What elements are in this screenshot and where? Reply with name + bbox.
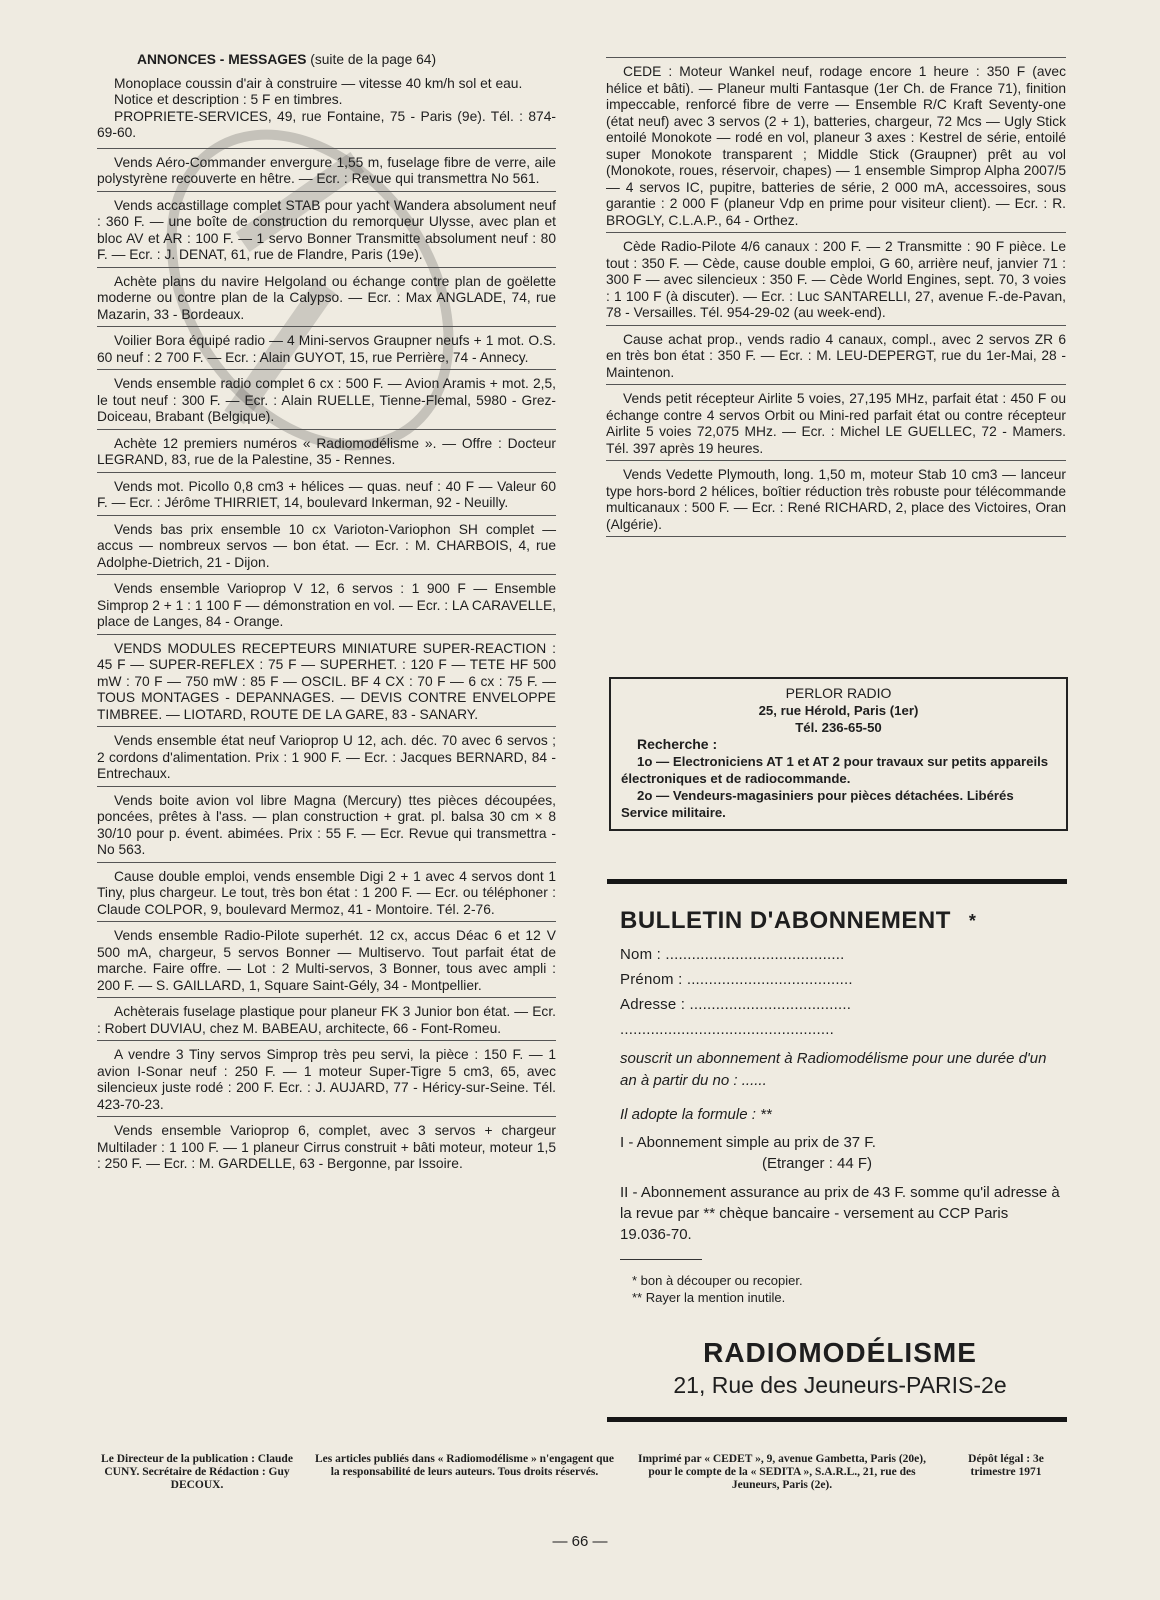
- nom-field[interactable]: Nom : .........................................: [620, 946, 845, 963]
- ad-left-5: Achète plans du navire Helgoland ou échange contre plan de goëlette moderne ou contre plan de la Calypso. — Ecr. : Max ANGLADE, 74, rue Mazarin, 33 - Bordeaux.: [97, 268, 556, 328]
- bottom-rule: [607, 1417, 1067, 1422]
- left-column: [97, 52, 556, 1176]
- ad-left-15: Cause double emploi, vends ensemble Digi 2 + 1 avec 4 servos dont 1 Tiny, plus chargeur. Le tout, très bon état : 1 200 F. — Ecr. ou téléphoner : Claude COLPOR, 9, boulevard Mermoz, 41 - Montoire. Tél. 2-76.: [97, 863, 556, 923]
- perlor-name: PERLOR RADIO: [785, 685, 892, 701]
- prenom-field[interactable]: Prénom : ......................................: [620, 971, 853, 988]
- right-column: [606, 57, 1066, 537]
- ad-left-9: Vends mot. Picollo 0,8 cm3 + hélices — quas. neuf : 40 F — Valeur 60 F. — Ecr. : Jérôme THIRRIET, 14, boulevard Inkerman, 92 - Neuilly.: [97, 473, 556, 516]
- ad-left-3: Vends Aéro-Commander envergure 1,55 m, fuselage fibre de verre, aile polystyrène recouverte en hêtre. — Ecr. : Revue qui transmettra No 561.: [97, 149, 556, 192]
- perlor-address: 25, rue Hérold, Paris (1er): [758, 703, 919, 718]
- ad-left-14: Vends boite avion vol libre Magna (Mercury) ttes pièces découpées, poncées, prêtes à l'ass. — plan construction + grat. pl. balsa 30 cm × 8 30/10 pour p. évent. abimées. Prix : 55 F. — Ecr. Revue qui transmettra - No 563.: [97, 787, 556, 863]
- perlor-recherche: Recherche :: [637, 736, 718, 752]
- top-rule: [607, 879, 1067, 884]
- ad-left-4: Vends accastillage complet STAB pour yacht Wandera absolument neuf : 360 F. — une boîte de construction du remorqueur Ulysse, avec plan et bloc AV et AR : 100 F. — 1 servo Bonner Transmitte absolument neuf : 80 F. — Ecr. : J. DENAT, 61, rue de Flandre, Paris (19e).: [97, 192, 556, 268]
- ad-left-17: Achèterais fuselage plastique pour planeur FK 3 Junior bon état. — Ecr. : Robert DUVIAU, chez M. BABEAU, architecte, 66 - Font-Romeu.: [97, 998, 556, 1041]
- adresse-field[interactable]: Adresse : .....................................: [620, 996, 852, 1013]
- ad-left-16: Vends ensemble Radio-Pilote superhét. 12 cx, accus Déac 6 et 12 V 500 mA, chargeur, 5 servos Bonner — Multiservo. Tout parfait état de marche. Faire offre. — Lot : 2 Multi-servos, 3 Bonner, tous avec ampli : 200 F. — S. GAILLARD, 1, Square Saint-Gély, 34 - Montpellier.: [97, 922, 556, 998]
- ad-left-1: Notice et description : 5 F en timbres.: [114, 92, 343, 107]
- ad-right-3: Vends petit récepteur Airlite 5 voies, 27,195 MHz, parfait état : 450 F ou échange contre 4 servos Orbit ou Mini-red parfait état ou contre récepteur Airlite 5 voies 72,075 MHz. — Ecr. : Michel LE GUELLEC, 72 - Mamers. Tél. 397 après 19 heures.: [606, 385, 1066, 461]
- ad-left-12: VENDS MODULES RECEPTEURS MINIATURE SUPER-REACTION : 45 F — SUPER-REFLEX : 75 F — SUPERHET. : 120 F — TETE HF 500 mW : 70 F — 750 mW : 85 F — OSCIL. BF 4 CX : 70 F — 6 cx : 75 F. — TOUS MONTAGES - DEPANNAGES. — DEVIS CONTRE ENVELOPPE TIMBREE. — LIOTARD, ROUTE DE LA GARE, 83 - SANARY.: [97, 635, 556, 728]
- adresse-line-2[interactable]: .................................................: [620, 1021, 835, 1038]
- perlor-radio-box: [609, 677, 1068, 831]
- colophon-director: Le Directeur de la publication : Claude CUNY. Secrétaire de Rédaction : Guy DECOUX.: [101, 1453, 293, 1491]
- ad-left-7: Vends ensemble radio complet 6 cx : 500 F. — Avion Aramis + mot. 2,5, le tout neuf : 300 F. — Ecr. : Alain RUELLE, Tienne-Flemal, 5980 - Grez-Doiceau, Brabant (Belgique).: [97, 370, 556, 430]
- ad-right-4: Vends Vedette Plymouth, long. 1,50 m, moteur Stab 10 cm3 — lanceur type hors-bord 2 hélices, boîtier réduction très robuste pour télécommande multicanaux : 500 F. — Ecr. : René RICHARD, 2, place des Victoires, Oran (Algérie).: [606, 461, 1066, 537]
- colophon-rights: Les articles publiés dans « Radiomodélisme » n'engagent que la responsabilité de leurs auteurs. Tous droits réservés.: [314, 1453, 615, 1478]
- ad-left-8: Achète 12 premiers numéros « Radiomodélisme ». — Offre : Docteur LEGRAND, 83, rue de la Palestine, 35 - Rennes.: [97, 430, 556, 473]
- publisher-address: 21, Rue des Jeuneurs-PARIS-2e: [673, 1372, 1007, 1398]
- page-number: — 66 —: [552, 1533, 608, 1550]
- ad-left-13: Vends ensemble état neuf Varioprop U 12, ach. déc. 70 avec 6 servos ; 2 cordons d'alimentation. Prix : 1 900 F. — Ecr. : Jacques BERNARD, 84 - Entrechaux.: [97, 727, 556, 787]
- colophon-depot: Dépôt légal : 3e trimestre 1971: [968, 1453, 1044, 1478]
- ad-right-1: Cède Radio-Pilote 4/6 canaux : 200 F. — 2 Transmitte : 90 F pièce. Le tout : 350 F. — Cède, cause double emploi, G 60, arrière neuf, janvier 71 : 300 F — avec silencieux : 350 F. — Cède World Engines, sept. 70, 3 voies : 1 100 F (à discuter). — Ecr. : Luc SANTARELLI, 27, avenue F.-de-Pavan, 78 - Versailles. Tél. 954-29-02 (au week-end).: [606, 233, 1066, 326]
- formula-1-foreign: (Etranger : 44 F): [762, 1155, 873, 1172]
- note-2: ** Rayer la mention inutile.: [632, 1290, 786, 1305]
- publisher-block: [620, 1336, 1060, 1400]
- colophon-printer: Imprimé par « CEDET », 9, avenue Gambetta, Paris (20e), pour le compte de la « SEDITA », S.A.R.L., 21, rue des Jeuneurs, Paris (2e).: [637, 1453, 926, 1491]
- perlor-item-1: 1o — Electroniciens AT 1 et AT 2 pour travaux sur petits appareils électroniques et de radiocommande.: [621, 754, 1049, 786]
- adopte-text: Il adopte la formule : **: [620, 1106, 772, 1123]
- ad-left-0: Monoplace coussin d'air à construire — vitesse 40 km/h sol et eau.: [114, 75, 523, 91]
- ad-left-19: Vends ensemble Varioprop 6, complet, avec 3 servos + chargeur Multilader : 1 100 F. — 1 planeur Cirrus construit + bâti moteur, moteur 1,5 : 250 F. — Ecr. : M. GARDELLE, 63 - Bergonne, par Issoire.: [97, 1123, 556, 1171]
- section-heading: ANNONCES - MESSAGES (suite de la page 64): [137, 52, 437, 67]
- ad-left-18: A vendre 3 Tiny servos Simprop très peu servi, la pièce : 150 F. — 1 avion I-Sonar neuf : 250 F. — 1 moteur Super-Tigre 5 cm3, 65, avec silencieux juste rodé : 200 F. Ecr. : J. AUJARD, 77 - Héricy-sur-Seine. Tél. 423-70-23.: [97, 1041, 556, 1117]
- subscription-form: [620, 906, 1060, 1306]
- bulletin-title: BULLETIN D'ABONNEMENT *: [620, 907, 977, 934]
- ad-left-10: Vends bas prix ensemble 10 cx Varioton-Variophon SH complet — accus — nombreux servos — bon état. — Ecr. : M. CHARBOIS, 4, rue Adolphe-Dietrich, 21 - Dijon.: [97, 516, 556, 576]
- ad-left-11: Vends ensemble Varioprop V 12, 6 servos : 1 900 F — Ensemble Simprop 2 + 1 : 1 100 F — démonstration en vol. — Ecr. : LA CARAVELLE, place de Langes, 84 - Orange.: [97, 575, 556, 635]
- ad-left-6: Voilier Bora équipé radio — 4 Mini-servos Graupner neufs + 1 mot. O.S. 60 neuf : 2 700 F. — Ecr. : Alain GUYOT, 15, rue Perrière, 74 - Annecy.: [97, 327, 556, 370]
- ad-left-2: PROPRIETE-SERVICES, 49, rue Fontaine, 75 - Paris (9e). Tél. : 874-69-60.: [97, 109, 556, 149]
- formula-1: I - Abonnement simple au prix de 37 F.: [620, 1134, 876, 1151]
- ad-right-0: CEDE : Moteur Wankel neuf, rodage encore 1 heure : 350 F (avec hélice et bâti). — Planeur multi Fantasque (1er Ch. de France 71), finition impeccable, renforcé fibre de verre — Ensemble R/C Kraft Seventy-one (état neuf) avec 3 servos (2 + 1), batteries, chargeur, 72 Mcs — Ugly Stick entoilé Monokote — rodé en vol, planeur 3 axes : Kestrel de série, entoilé super Monokote transparent ; Middle Stick (Graupner) prêt au vol (Monokote, roues, réservoir, chapes) — 1 ensemble Simprop Alpha 2007/5 — 4 servos IC, pupitre, batteries de série, 2 000 mA, accessoires, sous garantie : 2 000 F (planeur Vdp en prime pour visiteur client). — Ecr. : R. BROGLY, C.L.A.P., 64 - Orthez.: [606, 57, 1066, 233]
- souscrit-text: souscrit un abonnement à Radiomodélisme pour une durée d'un an à partir du no : ......: [620, 1050, 1047, 1089]
- notes: [632, 1272, 1060, 1306]
- formula-2: II - Abonnement assurance au prix de 43 F. somme qu'il adresse à la revue par ** chèque bancaire - versement au CCP Paris 19.036-70.: [620, 1184, 1060, 1243]
- perlor-tel: Tél. 236-65-50: [795, 720, 882, 735]
- perlor-item-2: 2o — Vendeurs-magasiniers pour pièces détachées. Libérés Service militaire.: [621, 788, 1014, 820]
- publisher-name: RADIOMODÉLISME: [703, 1337, 977, 1368]
- ad-right-2: Cause achat prop., vends radio 4 canaux, compl., avec 2 servos ZR 6 en très bon état : 350 F. — Ecr. : M. LEU-DEPERGT, rue du 1er-Mai, 28 - Maintenon.: [606, 326, 1066, 386]
- notes-divider: [620, 1259, 702, 1260]
- note-1: * bon à découper ou recopier.: [632, 1273, 803, 1288]
